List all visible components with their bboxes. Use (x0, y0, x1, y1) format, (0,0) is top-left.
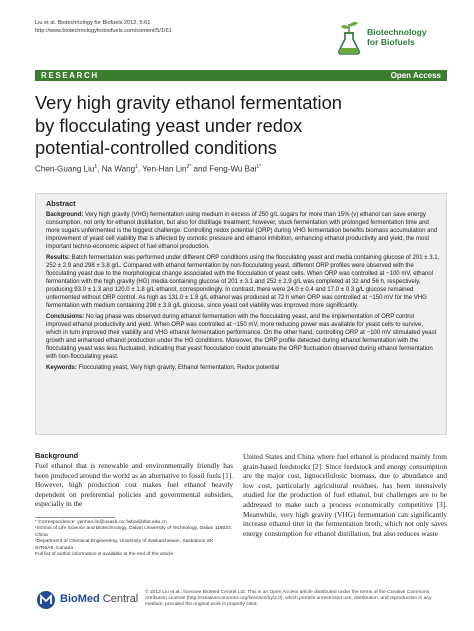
publisher-name-suffix: Central (99, 593, 139, 605)
title-line-3: potential-controlled conditions (35, 137, 277, 158)
article-title (35, 92, 445, 160)
abstract-heading: Abstract (46, 199, 76, 208)
bmc-logo-icon (35, 590, 57, 610)
abstract-section-label: Keywords: (46, 365, 77, 371)
abstract-keywords (46, 364, 440, 372)
journal-name-line1: Biotechnology (367, 27, 427, 37)
author-name: Chen-Guang Liu (35, 164, 95, 174)
author-name: Yen-Han Lin (142, 164, 187, 174)
author-affiliation-mark: 1* (256, 164, 262, 170)
publisher-logo (35, 588, 145, 612)
flask-plant-icon (335, 19, 363, 55)
author-list (35, 164, 445, 174)
abstract-section-text: Batch fermentation was performed under different ORP conditions using the flocculating yeast and media containing glucose of 201 ± 3.1, 252 ± 2.9 and 298 ± 3.8 g/L. Compared with ethanol fermentation by non-flocculating yeast, different ORP profiles were observed with the flocculating yeast due to the morphological change associated with the flocculation of yeast cells. When ORP was controlled at −100 mV, ethanol fermentation with the high gravity (HG) media containing glucose of 201 ± 3.1 and 252 ± 2.9 g/L was completed at 32 and 56 h, respectively, producing 93.0 ± 1.3 and 120.0 ± 1.8 g/L ethanol, correspondingly. In contrast, there were 24.0 ± 0.4 and 17.0 ± 0.3 g/L glucose remained unfermented without ORP control. As high as 131.0 ± 1.8 g/L ethanol was produced at 72 h when ORP was controlled at −150 mV for the VHG fermentation with medium containing 298 ± 3.8 g/L glucose, since yeast cell viability was improved more significantly. (46, 255, 440, 309)
abstract-conclusions (46, 313, 440, 361)
abstract-results (46, 254, 440, 310)
abstract-background (46, 211, 440, 251)
abstract-body (46, 211, 440, 375)
publisher-name (60, 593, 138, 605)
body-column-left: Fuel ethanol that is renewable and environmentally friendly has been produced around the world as an alternative to fossil fuels [1]. However, high production cost makes fuel ethanol heavily dependent on preferential policies and governmental subsidies, especially in the (35, 461, 233, 509)
body-column-right: United States and China where fuel ethanol is produced mainly from grain-based feedstocks [2]. Since feedstock and energy consumption are the major cost, lignocellulosic biomass, due to abundance and low cost, particularly agricultural residues, has been intensively studied for the production of fuel ethanol, but challenges are to be addressed to make such a process economically competitive [3]. Meanwhile, very high gravity (VHG) fermentation can significantly increase ethanol titer in the fermentation broth, which not only saves energy consumption for ethanol distillation, but also reduces waste (243, 452, 447, 538)
footnotes (35, 520, 233, 558)
journal-name-line2: for Biofuels (367, 37, 415, 48)
journal-citation (35, 20, 172, 35)
affiliation-note: ²Department of Chemical Engineering, University of Saskatchewan, Saskatoon SK S7N5A9, Canada (35, 539, 214, 551)
author-separator: , (137, 164, 143, 174)
author-separator: and (191, 164, 210, 174)
affiliation-note: ¹School of Life Science and Biotechnology, Dalian University of Technology, Dalian 116023, China (35, 526, 233, 538)
abstract-box (35, 193, 447, 435)
abstract-section-label: Results: (46, 255, 70, 261)
title-line-1: Very high gravity ethanol fermentation (35, 92, 342, 113)
license-text: © 2012 Liu et al.; licensee BioMed Central Ltd. This is an Open Access article distributed under the terms of the Creative Commons Attribution License (http://creativecommons.org/licenses/by/2.0), which permits unrestricted use, distribution, and reproduction in any medium, provided the original work is properly cited. (145, 590, 432, 608)
author-affiliation-mark: 2* (186, 164, 192, 170)
correspondence-note: * Correspondence: yenhan.lin@usask.ca; fwbai@dlut.edu.cn (35, 520, 167, 525)
publisher-name-main: BioMed (60, 593, 100, 605)
author-info-note: Full list of author information is available at the end of the article (35, 552, 174, 558)
abstract-section-text: Flocculating yeast, Very high gravity, Ethanol fermentation, Redox potential (76, 365, 280, 371)
open-access-label: Open Access (390, 71, 441, 80)
article-type-bar (35, 70, 447, 81)
article-type-label: RESEARCH (41, 71, 99, 80)
abstract-section-text: No lag phase was observed during ethanol fermentation with the flocculating yeast, and the implementation of ORP control improved ethanol productivity and yield. When ORP was controlled at −150 mV, more reducing power was available for yeast cells to survive, which in turn improved their viability and VHG ethanol fermentation performance. On the other hand, controlling ORP at −100 mV stimulated yeast growth and enhanced ethanol production under the HG conditions. Moreover, the ORP profile detected during ethanol fermentation with the flocculating yeast was less fluctuated, indicating that yeast flocculation could attenuate the ORP fluctuation observed during ethanol fermentation with non-flocculating yeast. (46, 314, 437, 360)
author-separator: , (97, 164, 102, 174)
abstract-section-text: Very high gravity (VHG) fermentation using medium in excess of 250 g/L sugars for more than 15% (v) ethanol can save energy consumption, not only for ethanol distillation, but also for distillage treatment; however, stuck fermentation with prolonged fermentation time and more sugars unfermented is the biggest challenge. Controlling redox potential (ORP) during VHG fermentation benefits biomass accumulation and improvement of yeast cell viability that is affected by osmotic pressure and ethanol inhibition, enhancing ethanol productivity and yield, the most important techno-economic aspect of fuel ethanol production. (46, 212, 438, 250)
author-affiliation-mark: 1 (94, 164, 98, 170)
footnote-divider (35, 517, 115, 518)
abstract-section-label: Background: (46, 212, 84, 218)
journal-logo (335, 19, 447, 59)
author-name: Na Wang (101, 164, 136, 174)
author-name: Feng-Wu Bai (209, 164, 257, 174)
journal-name (367, 27, 427, 48)
article-url-link[interactable]: http://www.biotechnologyforbiofuels.com/content/5/1/61 (35, 27, 172, 34)
citation-line: Liu et al. Biotechnology for Biofuels 2012, 5:61 (35, 20, 151, 26)
background-heading: Background (35, 451, 79, 460)
author-affiliation-mark: 1 (135, 164, 138, 170)
title-line-2: by flocculating yeast under redox (35, 114, 303, 136)
abstract-section-label: Conclusions: (46, 314, 85, 320)
